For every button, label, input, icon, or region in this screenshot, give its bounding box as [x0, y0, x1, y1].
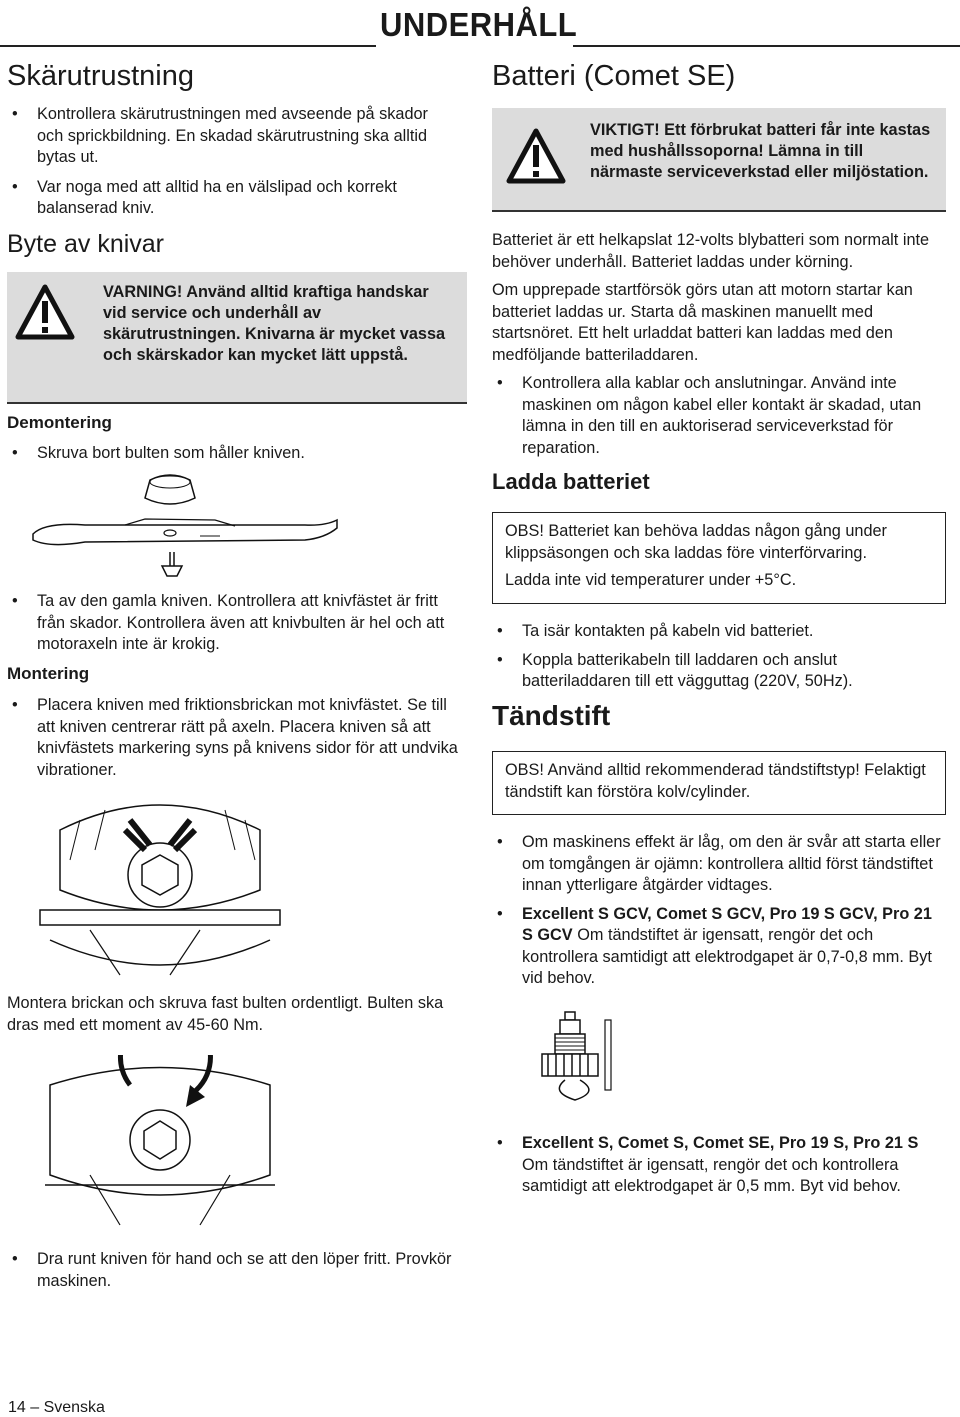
spark-instruction: Om tändstiftet är igensatt, rengör det och kontrollera samtidigt att elektrodgapet är 0,7-0,8 mm. Byt vid behov. [522, 926, 932, 987]
model-list: Excellent S, Comet S, Comet SE, Pro 19 S, Pro 21 S [522, 1134, 919, 1152]
final-list [7, 1249, 467, 1292]
list-item: • Ta isär kontakten på kabeln vid batteriet. [492, 621, 946, 643]
list-item: • Skruva bort bulten som håller kniven. [7, 443, 457, 465]
list-item [492, 1133, 946, 1198]
demontering-list [7, 443, 457, 465]
list-item: • Var noga med att alltid ha en välslipad och korrekt balanserad kniv. [7, 177, 457, 220]
battery-list [492, 373, 946, 459]
montering-list [7, 695, 467, 781]
blade-mounting-illustration [30, 790, 290, 990]
list-item: • Dra runt kniven för hand och se att den löper fritt. Provkör maskinen. [7, 1249, 467, 1292]
charge-note-2: Ladda inte vid temperaturer under +5°C. [505, 571, 797, 589]
list-item: • Kontrollera skärutrustningen med avseende på skador och sprickbildning. En skadad skärutrustning ska alltid bytas ut. [7, 104, 457, 169]
charge-title: Ladda batteriet [492, 469, 650, 494]
warning-text: VARNING! Använd alltid kraftiga handskar vid service och underhåll av skärutrustningen. Knivarna är mycket vassa och skärskador kan mycket lätt uppstå. [103, 283, 446, 364]
list-item: • Ta av den gamla kniven. Kontrollera att knivfästet är fritt från skador. Kontrollera även att knivbulten är hel och att motoraxeln inte är krokig. [7, 591, 467, 656]
section-title: Skärutrustning [7, 60, 194, 92]
spark-title: Tändstift [492, 700, 611, 731]
battery-warning-box [492, 108, 946, 212]
bolt-tightening-illustration [30, 1055, 290, 1235]
list-item [492, 904, 946, 990]
list-item: • Kontrollera alla kablar och anslutningar. Använd inte maskinen om någon kabel eller kontakt är skadad, utan lämna in den till en auktoriserad serviceverkstad för reparation. [492, 373, 946, 459]
charge-list [492, 621, 946, 693]
list-item: • Koppla batterikabeln till laddaren och anslut batteriladdaren till ett vägguttag (220V, 50Hz). [492, 650, 946, 693]
demontering-title: Demontering [7, 413, 112, 432]
list-item: • Om maskinens effekt är låg, om den är svår att starta eller om tomgången är ojämn: kontrollera alltid först tändstiftet innan ytterligare åtgärder vidtages. [492, 832, 946, 897]
blade-removal-illustration [25, 470, 345, 585]
subsection-title: Byte av knivar [7, 230, 165, 258]
page-footer: 14 – Svenska [8, 1399, 105, 1416]
spark-note: OBS! Använd alltid rekommenderad tändstiftstyp! Felaktigt tändstift kan förstöra kolv/cylinder. [505, 761, 926, 801]
header-rule-left [0, 45, 376, 47]
charge-note-box [492, 512, 946, 604]
spark-list [492, 832, 946, 990]
montering-title: Montering [7, 664, 90, 683]
warning-triangle-icon [15, 284, 75, 340]
charge-note-1: OBS! Batteriet kan behöva laddas någon gång under klippsäsongen och ska laddas före vinterförvaring. [505, 522, 887, 562]
montering-text: Montera brickan och skruva fast bulten ordentligt. Bulten ska dras med ett moment av 45-60 Nm. [7, 994, 444, 1034]
demontering-list-2 [7, 591, 467, 656]
page-header: UNDERHÅLL [380, 6, 578, 43]
list-item: • Placera kniven med friktionsbrickan mot knivfästet. Se till att kniven centrerar rätt på axeln. Placera kniven så att knivfästets markering syns på knivens sidor för att undvika vibrationer. [7, 695, 467, 781]
battery-title: Batteri (Comet SE) [492, 60, 736, 92]
intro-bullets [7, 104, 457, 220]
header-rule-right [573, 45, 960, 47]
model-list: Excellent S GCV, Comet S GCV, Pro 19 S GCV, Pro 21 S GCV [522, 904, 932, 944]
battery-warning-text: VIKTIGT! Ett förbrukat batteri får inte kastas med hushållssoporna! Lämna in till närmaste serviceverkstad eller miljöstation. [590, 121, 931, 181]
spark-plug-illustration [520, 1010, 640, 1105]
warning-triangle-icon [506, 128, 566, 184]
battery-paragraph-1: Batteriet är ett helkapslat 12-volts blybatteri som normalt inte behöver underhåll. Batteriet laddas under körning. [492, 231, 930, 271]
spark-list-2 [492, 1133, 946, 1198]
battery-paragraph-2: Om upprepade startförsök görs utan att motorn startar kan batteriet laddas ur. Starta då maskinen manuellt med startsnöret. Ett helt urladdat batteri kan laddas med den medföljande batteriladdaren. [492, 281, 913, 364]
spark-instruction: Om tändstiftet är igensatt, rengör det och kontrollera samtidigt att elektrodgapet är 0,5 mm. Byt vid behov. [522, 1155, 901, 1195]
spark-note-box [492, 751, 946, 815]
warning-box [7, 272, 467, 404]
